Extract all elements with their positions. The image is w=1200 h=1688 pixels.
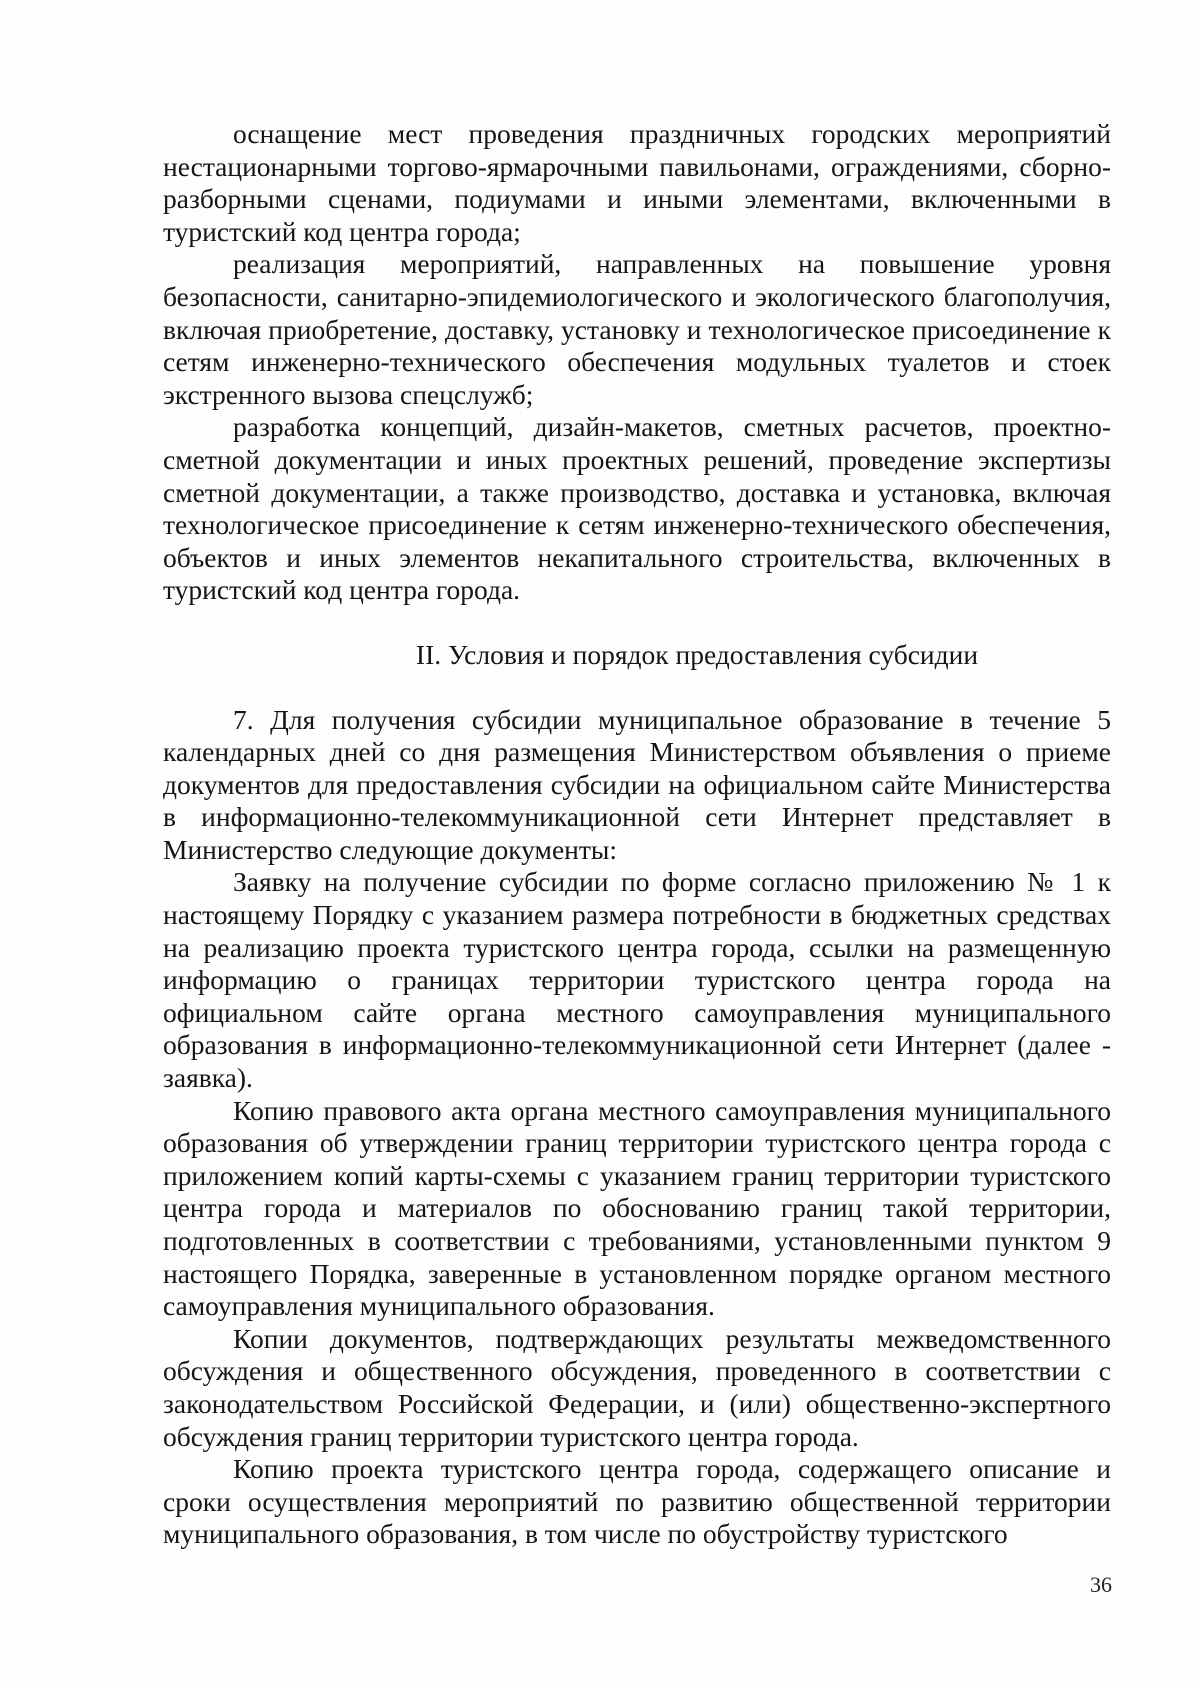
section-heading: II. Условия и порядок предоставления субсидии: [415, 638, 979, 670]
paragraph-project-copy: Копию проекта туристского центра города, содержащего описание и сроки осуществления мероприятий по развитию общественной территории муниципального образования, в том числе по обустройству туристского: [163, 1453, 1111, 1550]
document-body: [163, 118, 1111, 1551]
page-number: 36: [1090, 1572, 1112, 1597]
paragraph-discussion-documents: Копии документов, подтверждающих результаты межведомственного обсуждения и общественного обсуждения, проведенного в соответствии с законодательством Российской Федерации, и (или) общественно-экспертного обсуждения границ территории туристского центра города.: [163, 1322, 1111, 1452]
paragraph-legal-act-copy: Копию правового акта органа местного самоуправления муниципального образования об утверждении границ территории туристского центра города с приложением копий карты-схемы с указанием границ территории туристского центра города и материалов по обоснованию границ такой территории, подготовленных в соответствии с требованиями, установленными пунктом 9 настоящего Порядка, заверенные в установленном порядке органом местного самоуправления муниципального образования.: [163, 1094, 1111, 1322]
paragraph-application: Заявку на получение субсидии по форме согласно приложению № 1 к настоящему Порядку с указанием размера потребности в бюджетных средствах на реализацию проекта туристского центра города, ссылки на размещенную информацию о границах территории туристского центра города на официальном сайте органа местного самоуправления муниципального образования в информационно-телекоммуникационной сети Интернет (далее - заявка).: [163, 866, 1111, 1094]
paragraph-equipping-venues: оснащение мест проведения праздничных городских мероприятий нестационарными торгово-ярмарочными павильонами, ограждениями, сборно-разборными сценами, подиумами и иными элементами, включенными в туристский код центра города;: [163, 118, 1111, 247]
paragraph-item-7: 7. Для получения субсидии муниципальное образование в течение 5 календарных дней со дня размещения Министерством объявления о приеме документов для предоставления субсидии на официальном сайте Министерства в информационно-телекоммуникационной сети Интернет представляет в Министерство следующие документы:: [163, 703, 1111, 865]
paragraph-safety-measures: реализация мероприятий, направленных на повышение уровня безопасности, санитарно-эпидемиологического и экологического благополучия, включая приобретение, доставку, установку и технологическое присоединение к сетям инженерно-технического обеспечения модульных туалетов и стоек экстренного вызова спецслужб;: [163, 248, 1111, 410]
paragraph-design-development: разработка концепций, дизайн-макетов, сметных расчетов, проектно-сметной документации и иных проектных решений, проведение экспертизы сметной документации, а также производство, доставка и установка, включая технологическое присоединение к сетям инженерно-технического обеспечения, объектов и иных элементов некапитального строительства, включенных в туристский код центра города.: [163, 411, 1111, 606]
